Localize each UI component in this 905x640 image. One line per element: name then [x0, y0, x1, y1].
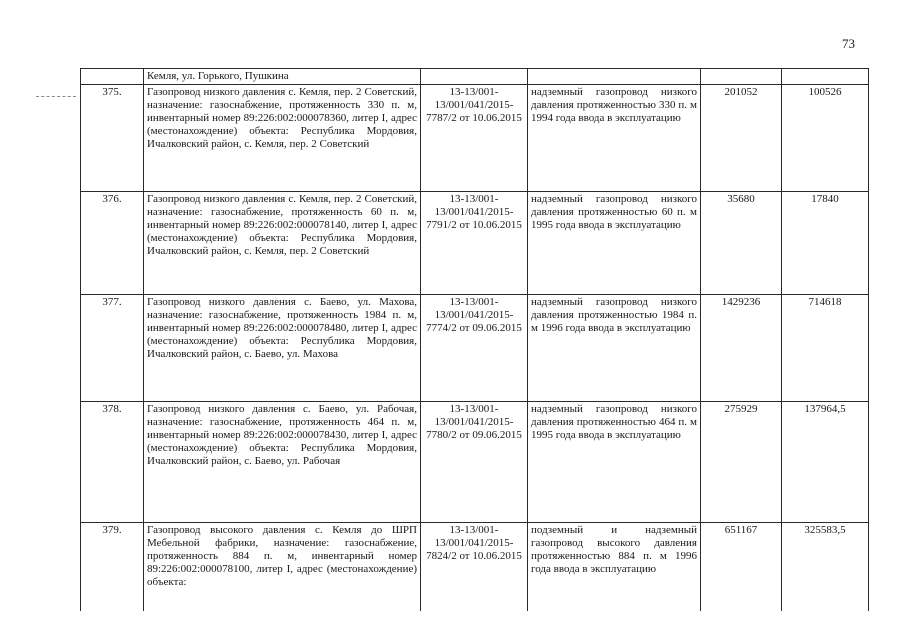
- cell-value-2: 325583,5: [782, 523, 869, 612]
- cell-name: Газопровод низкого давления с. Кемля, пер. 2 Советский, назначение: газоснабжение, протяженность 330 п. м, инвентарный номер 89:226:002:000078360, литер I, адрес (местонахождение) объекта: Республика Мордовия, Ичалковский район, с. Кемля, пер. 2 Советский: [144, 85, 421, 192]
- cell-reg: 13-13/001-13/001/041/2015-7787/2 от 10.06.2015: [421, 85, 528, 192]
- cell-value-2: 714618: [782, 295, 869, 402]
- cell-num: 377.: [81, 295, 144, 402]
- scan-artifact-line: [36, 96, 76, 97]
- cell-desc: надземный газопровод низкого давления протяженностью 60 п. м 1995 года ввода в эксплуатацию: [528, 192, 701, 295]
- cell-desc: надземный газопровод низкого давления протяженностью 1984 п. м 1996 года ввода в эксплуатацию: [528, 295, 701, 402]
- cell-value-1: 201052: [701, 85, 782, 192]
- page-number: 73: [842, 36, 855, 51]
- table-row: [81, 523, 869, 612]
- cell-reg: 13-13/001-13/001/041/2015-7824/2 от 10.06.2015: [421, 523, 528, 612]
- cell-value-1: 1429236: [701, 295, 782, 402]
- cell-value-1: 35680: [701, 192, 782, 295]
- cell-value-2: [782, 69, 869, 85]
- cell-num: 379.: [81, 523, 144, 612]
- cell-desc: надземный газопровод низкого давления протяженностью 330 п. м 1994 года ввода в эксплуатацию: [528, 85, 701, 192]
- cell-value-2: 100526: [782, 85, 869, 192]
- cell-reg: 13-13/001-13/001/041/2015-7774/2 от 09.06.2015: [421, 295, 528, 402]
- table-row: [81, 192, 869, 295]
- cell-num: [81, 69, 144, 85]
- table-row-continuation: [81, 69, 869, 85]
- cell-value-2: 137964,5: [782, 402, 869, 523]
- cell-name: Газопровод высокого давления с. Кемля до ШРП Мебельной фабрики, назначение: газоснабжение, протяженность 884 п. м, инвентарный номер 89:226:002:000078100, литер I, адрес (местонахождение) объекта:: [144, 523, 421, 612]
- cell-num: 376.: [81, 192, 144, 295]
- cell-desc: надземный газопровод низкого давления протяженностью 464 п. м 1995 года ввода в эксплуатацию: [528, 402, 701, 523]
- cell-value-2: 17840: [782, 192, 869, 295]
- cell-value-1: [701, 69, 782, 85]
- cell-desc: подземный и надземный газопровод высокого давления протяженностью 884 п. м 1996 года ввода в эксплуатацию: [528, 523, 701, 612]
- cell-reg: [421, 69, 528, 85]
- cell-name: Газопровод низкого давления с. Баево, ул. Рабочая, назначение: газоснабжение, протяженность 464 п. м, инвентарный номер 89:226:002:000078430, литер I, адрес (местонахождение) объекта: Республика Мордовия, Ичалковский район, с. Баево, ул. Рабочая: [144, 402, 421, 523]
- table-row: [81, 402, 869, 523]
- table-row: [81, 85, 869, 192]
- cell-name: Газопровод низкого давления с. Баево, ул. Махова, назначение: газоснабжение, протяженность 1984 п. м, инвентарный номер 89:226:002:000078480, литер I, адрес (местонахождение) объекта: Республика Мордовия, Ичалковский район, с. Баево, ул. Махова: [144, 295, 421, 402]
- property-table: [80, 68, 869, 611]
- cell-value-1: 651167: [701, 523, 782, 612]
- cell-reg: 13-13/001-13/001/041/2015-7791/2 от 10.06.2015: [421, 192, 528, 295]
- cell-value-1: 275929: [701, 402, 782, 523]
- cell-reg: 13-13/001-13/001/041/2015-7780/2 от 09.06.2015: [421, 402, 528, 523]
- cell-desc: [528, 69, 701, 85]
- table-row: [81, 295, 869, 402]
- cell-name: Кемля, ул. Горького, Пушкина: [144, 69, 421, 85]
- cell-num: 378.: [81, 402, 144, 523]
- cell-name: Газопровод низкого давления с. Кемля, пер. 2 Советский, назначение: газоснабжение, протяженность 60 п. м, инвентарный номер 89:226:002:000078140, литер I, адрес (местонахождение) объекта: Республика Мордовия, Ичалковский район, с. Кемля, пер. 2 Советский: [144, 192, 421, 295]
- cell-num: 375.: [81, 85, 144, 192]
